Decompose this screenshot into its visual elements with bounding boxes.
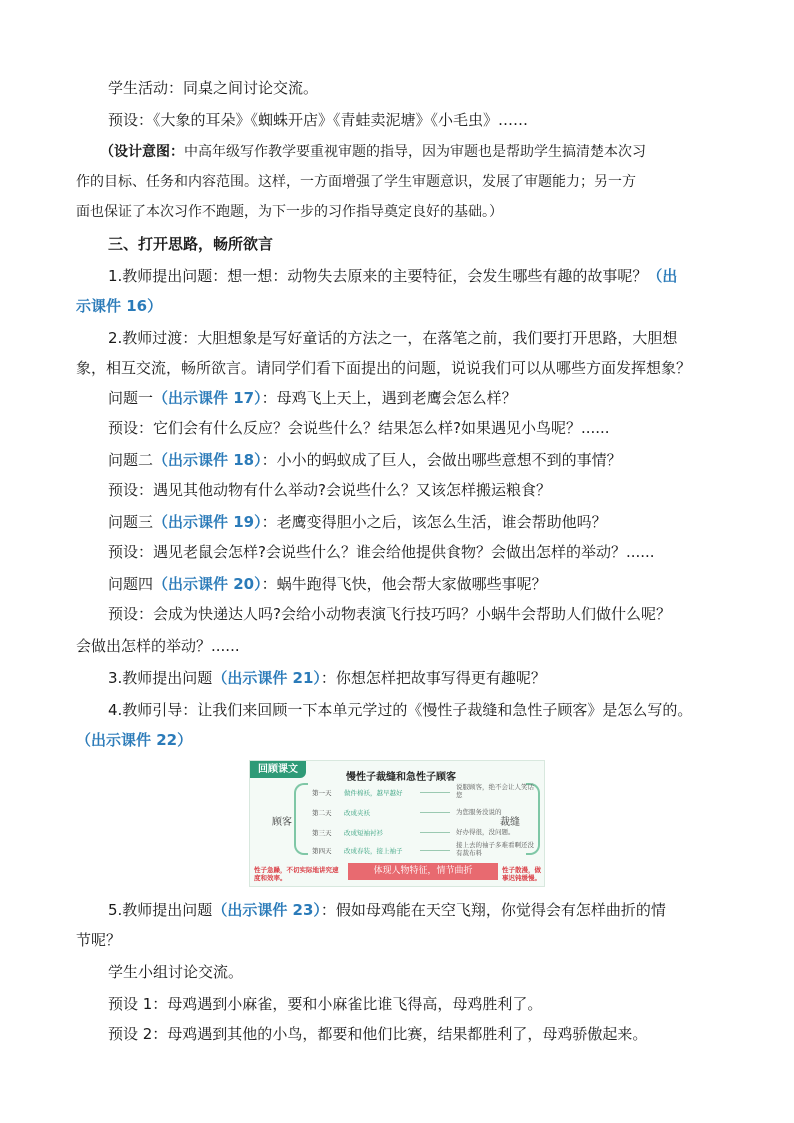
- review-row-act: 做件棉袄，越早越好: [344, 789, 403, 797]
- problem-1-label: 问题一: [108, 389, 154, 407]
- arrow-line: [420, 812, 450, 813]
- design-intent-2: 作的目标、任务和内容范围。这样，一方面增强了学生审题意识，发展了审题能力；另一方: [76, 174, 636, 190]
- arrow-line: [420, 850, 450, 851]
- problem-4-answer-2: 会做出怎样的举动？......: [76, 637, 240, 655]
- problem-4-tag: （出示课件 20）: [153, 575, 262, 593]
- problem-1-answer: 预设：它们会有什么反应？会说些什么？结果怎么样?如果遇见小鸟呢？......: [108, 419, 610, 437]
- design-intent-label: （设计意图：: [100, 144, 184, 160]
- review-row-say: 接上去的袖子多难看啊还没有裁布料: [456, 841, 534, 857]
- problem-3-tag: （出示课件 19）: [153, 513, 262, 531]
- review-tag: 回顾课文: [250, 761, 306, 778]
- review-row-day: 第三天: [312, 829, 332, 837]
- q4-tag: （出示课件 22）: [76, 731, 193, 749]
- review-left-label: 顾客: [272, 817, 292, 828]
- q1-tag-start: （出: [647, 267, 678, 285]
- q5-line-2: 节呢？: [76, 931, 122, 949]
- review-row-say: 为您服务没说的: [456, 808, 502, 816]
- preset-1: 预设 1：母鸡遇到小麻雀，要和小麻雀比谁飞得高，母鸡胜利了。: [108, 995, 543, 1013]
- group-discussion: 学生小组讨论交流。: [108, 963, 244, 981]
- line-activity: 学生活动：同桌之间讨论交流。: [108, 79, 319, 97]
- design-intent-text-1: 中高年级写作教学要重视审题的指导，因为审题也是帮助学生搞清楚本次习: [184, 144, 646, 160]
- problem-2-answer: 预设：遇见其他动物有什么举动?会说些什么？又该怎样搬运粮食？: [108, 481, 551, 499]
- q3-text-b: ：你想怎样把故事写得更有趣呢？: [320, 669, 546, 687]
- review-row-act: 改成夹袄: [344, 809, 370, 817]
- section-heading-3: 三、打开思路，畅所欲言: [108, 235, 274, 253]
- q1-tag-end: 示课件 16）: [76, 297, 163, 315]
- review-row-day: 第一天: [312, 789, 332, 797]
- problem-4-text: ：蜗牛跑得飞快，他会帮大家做哪些事呢？: [261, 575, 547, 593]
- review-row-day: 第二天: [312, 809, 332, 817]
- problem-2-label: 问题二: [108, 451, 154, 469]
- q2-line-2: 象，相互交流，畅所欲言。请同学们看下面提出的问题，说说我们可以从哪些方面发挥想象？: [76, 359, 692, 377]
- q5-tag: （出示课件 23）: [212, 901, 321, 919]
- problem-3-answer: 预设：遇见老鼠会怎样?会说些什么？谁会给他提供食物？会做出怎样的举动？......: [108, 543, 655, 561]
- review-lesson-image: [249, 760, 545, 887]
- review-center-banner: 体现人物特征，情节曲折: [348, 863, 498, 880]
- review-note-left: 性子急躁，不切实际地讲究速度和效率。: [254, 866, 339, 882]
- review-row-act: 改成短袖衬衫: [344, 829, 383, 837]
- problem-2-text: ：小小的蚂蚁成了巨人，会做出哪些意想不到的事情？: [261, 451, 622, 469]
- q2-line-1: 2.教师过渡：大胆想象是写好童话的方法之一，在落笔之前，我们要打开思路，大胆想: [108, 329, 678, 347]
- preset-2: 预设 2：母鸡遇到其他的小鸟，都要和他们比赛，结果都胜利了，母鸡骄傲起来。: [108, 1025, 648, 1043]
- problem-4-label: 问题四: [108, 575, 154, 593]
- review-row-act: 改成春装，接上袖子: [344, 847, 403, 855]
- q5-text-b: ：假如母鸡能在天空飞翔，你觉得会有怎样曲折的情: [320, 901, 666, 919]
- problem-2-tag: （出示课件 18）: [153, 451, 262, 469]
- design-intent-1: [100, 142, 646, 162]
- q5-text-a: 5.教师提出问题: [108, 901, 213, 919]
- design-intent-3: 面也保证了本次习作不跑题，为下一步的习作指导奠定良好的基础。）: [76, 204, 503, 220]
- q3-line: [108, 668, 546, 688]
- review-row-day: 第四天: [312, 847, 332, 855]
- arrow-line: [420, 832, 450, 833]
- problem-4-answer-1: 预设：会成为快递达人吗?会给小动物表演飞行技巧吗？小蜗牛会帮助人们做什么呢？: [108, 605, 671, 623]
- review-title: 慢性子裁缝和急性子顾客: [346, 772, 456, 783]
- problem-3-label: 问题三: [108, 513, 154, 531]
- q5-line: [108, 900, 666, 920]
- review-row-say: 说服顾客，绝不会让人笑话您: [456, 783, 534, 799]
- review-note-right: 性子散漫，做事迟钝缓慢。: [502, 866, 541, 882]
- problem-1: [108, 388, 517, 408]
- q3-text-a: 3.教师提出问题: [108, 669, 213, 687]
- problem-2: [108, 450, 622, 470]
- arrow-line: [420, 792, 450, 793]
- problem-3-text: ：老鹰变得胆小之后，该怎么生活，谁会帮助他吗？: [261, 513, 607, 531]
- review-row-say: 好办得很，没问题。: [456, 828, 515, 836]
- problem-1-tag: （出示课件 17）: [153, 389, 262, 407]
- problem-1-text: ：母鸡飞上天上，遇到老鹰会怎么样？: [261, 389, 517, 407]
- left-brace: [294, 783, 308, 855]
- problem-3: [108, 512, 607, 532]
- q4-line: 4.教师引导：让我们来回顾一下本单元学过的《慢性子裁缝和急性子顾客》是怎么写的。: [108, 701, 693, 719]
- line-preset-books: 预设：《大象的耳朵》《蜘蛛开店》《青蛙卖泥塘》《小毛虫》……: [108, 111, 529, 129]
- problem-4: [108, 574, 547, 594]
- q1-text: 1.教师提出问题：想一想：动物失去原来的主要特征，会发生哪些有趣的故事呢？: [108, 267, 648, 285]
- q1-line: [108, 266, 677, 286]
- review-right-label: 裁缝: [500, 817, 520, 828]
- q3-tag: （出示课件 21）: [212, 669, 321, 687]
